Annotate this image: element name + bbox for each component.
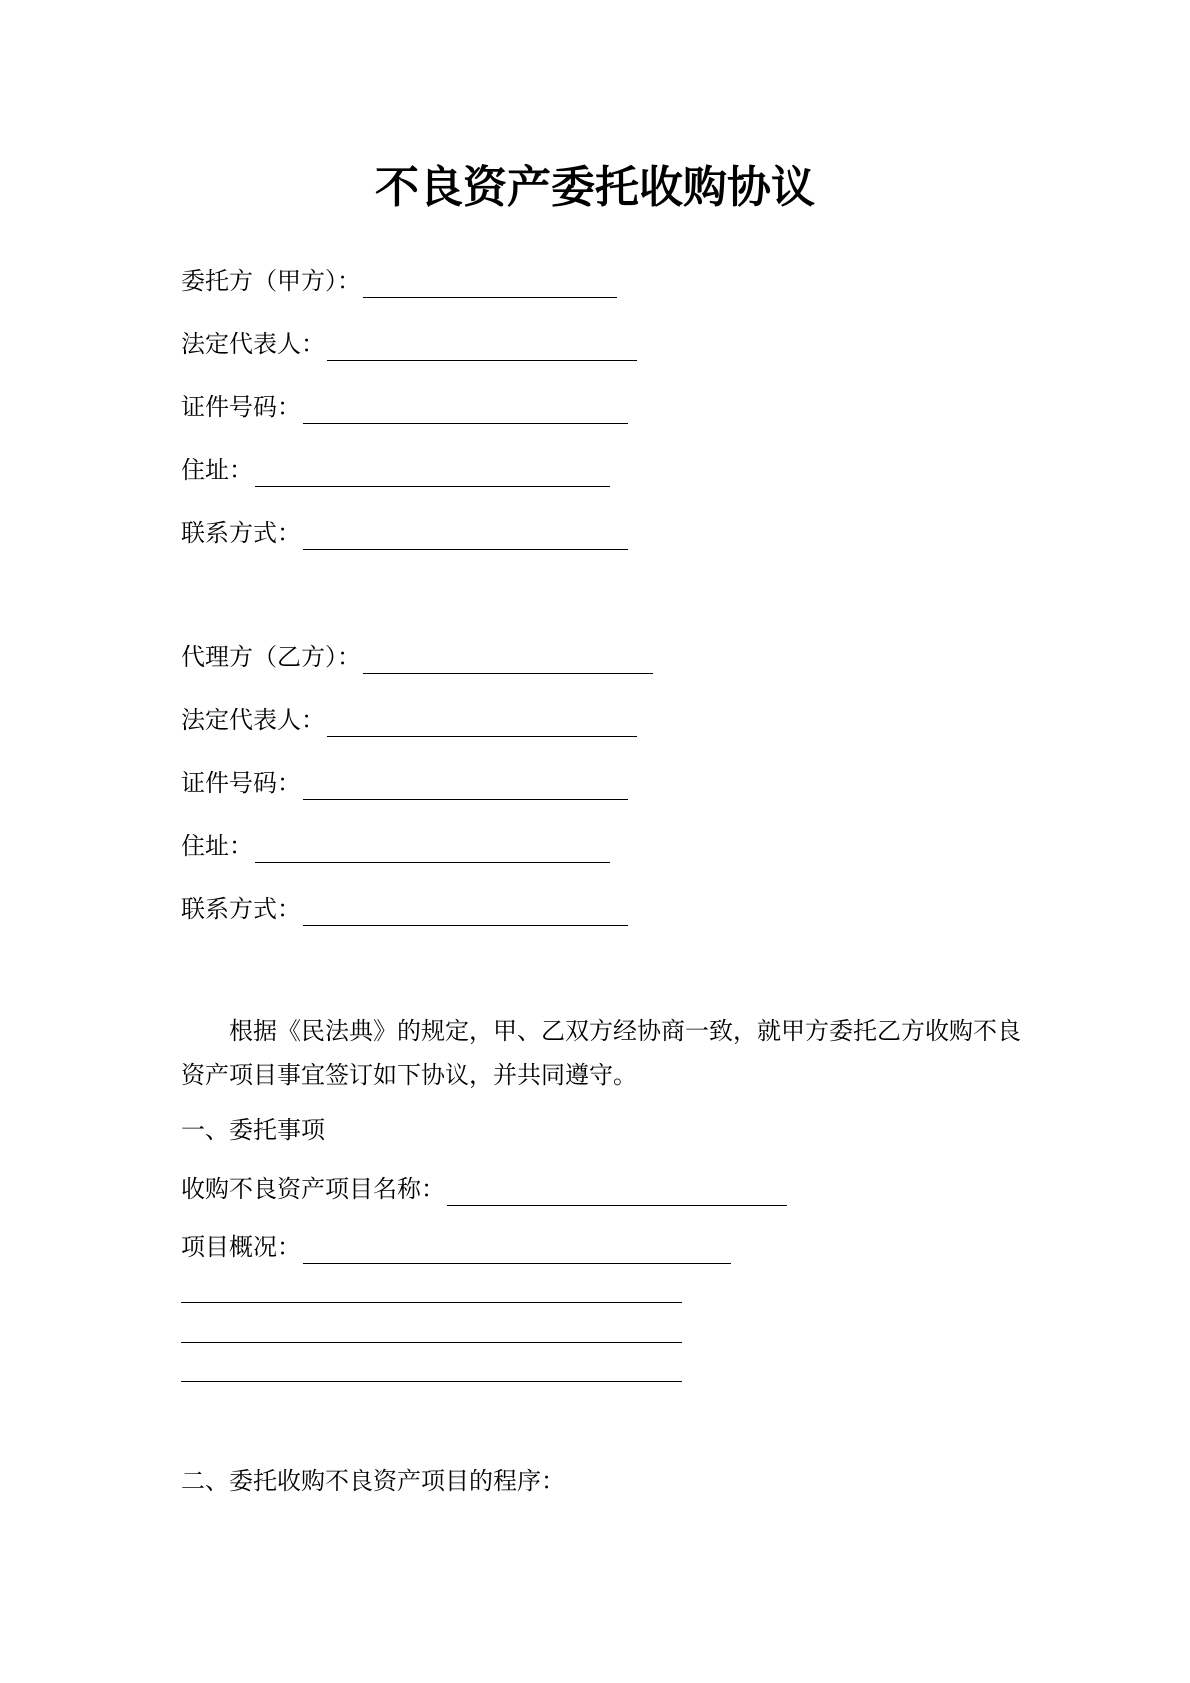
party-a-rep-label: 法定代表人： <box>181 330 325 358</box>
party-b-label: 代理方（乙方）： <box>181 643 361 671</box>
project-overview-field <box>181 1230 731 1264</box>
party-a-blank[interactable] <box>363 271 617 298</box>
party-b-contact-field <box>181 892 628 926</box>
party-a-contact-blank[interactable] <box>303 523 628 550</box>
section1-heading: 一、委托事项 <box>181 1116 325 1144</box>
party-b-field <box>181 640 653 674</box>
intro-paragraph: 根据《民法典》的规定，甲、乙双方经协商一致，就甲方委托乙方收购不良资产项目事宜签订如下协议，并共同遵守。 <box>181 1017 1021 1089</box>
section2-heading: 二、委托收购不良资产项目的程序： <box>181 1467 565 1495</box>
party-b-rep-field <box>181 703 637 737</box>
project-name-field <box>181 1172 787 1206</box>
party-b-id-label: 证件号码： <box>181 769 301 797</box>
party-b-address-field <box>181 829 610 863</box>
project-name-blank[interactable] <box>447 1179 787 1206</box>
party-a-rep-blank[interactable] <box>327 334 637 361</box>
party-a-rep-field <box>181 327 637 361</box>
party-b-contact-blank[interactable] <box>303 899 628 926</box>
party-a-field <box>181 264 617 298</box>
party-a-contact-label: 联系方式： <box>181 519 301 547</box>
party-b-id-field <box>181 766 628 800</box>
party-a-id-blank[interactable] <box>303 397 628 424</box>
party-b-rep-label: 法定代表人： <box>181 706 325 734</box>
party-a-id-field <box>181 390 628 424</box>
party-b-address-blank[interactable] <box>255 836 610 863</box>
party-a-address-blank[interactable] <box>255 460 610 487</box>
party-b-rep-blank[interactable] <box>327 710 637 737</box>
party-b-contact-label: 联系方式： <box>181 895 301 923</box>
project-name-label: 收购不良资产项目名称： <box>181 1175 445 1203</box>
party-a-id-label: 证件号码： <box>181 393 301 421</box>
overview-line-1[interactable] <box>181 1302 682 1303</box>
party-a-address-label: 住址： <box>181 456 253 484</box>
overview-line-2[interactable] <box>181 1342 682 1343</box>
party-a-address-field <box>181 453 610 487</box>
project-overview-label: 项目概况： <box>181 1233 301 1261</box>
overview-line-3[interactable] <box>181 1381 682 1382</box>
party-b-blank[interactable] <box>363 647 653 674</box>
project-overview-blank[interactable] <box>303 1237 731 1264</box>
party-a-contact-field <box>181 516 628 550</box>
party-b-id-blank[interactable] <box>303 773 628 800</box>
party-b-address-label: 住址： <box>181 832 253 860</box>
party-a-label: 委托方（甲方）： <box>181 267 361 295</box>
document-title: 不良资产委托收购协议 <box>375 162 815 213</box>
